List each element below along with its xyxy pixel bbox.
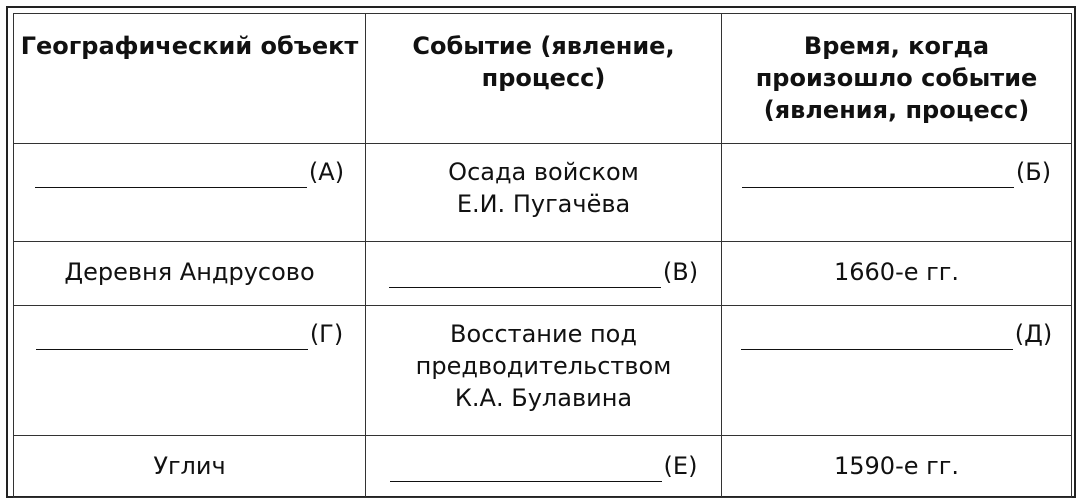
header-event: Событие (явление, процесс) xyxy=(366,14,722,144)
cell-event-v xyxy=(366,242,722,306)
header-time: Время, когда произошло событие (явления, процесс) xyxy=(722,14,1072,144)
table-row xyxy=(14,306,1072,436)
blank-field-a[interactable]: (А) xyxy=(35,156,344,188)
cell-object-g xyxy=(14,306,366,436)
blank-field-b[interactable]: (Б) xyxy=(742,156,1051,188)
cell-object-2: Деревня Андрусово xyxy=(14,242,366,306)
cell-object-4: Углич xyxy=(14,436,366,498)
blank-field-d[interactable]: (Д) xyxy=(741,318,1052,350)
history-table xyxy=(13,13,1072,498)
blank-field-v[interactable]: (В) xyxy=(389,256,698,288)
event-line: предводительством xyxy=(415,352,672,380)
answer-line xyxy=(35,163,307,188)
event-line: Е.И. Пугачёва xyxy=(456,190,631,218)
answer-line xyxy=(389,263,661,288)
cell-time-4: 1590-е гг. xyxy=(722,436,1072,498)
cell-time-b xyxy=(722,144,1072,242)
event-line: Восстание под xyxy=(450,320,637,348)
answer-line xyxy=(742,163,1014,188)
answer-line xyxy=(390,457,662,482)
cell-event-3 xyxy=(366,306,722,436)
table-row xyxy=(14,436,1072,498)
answer-line xyxy=(741,325,1013,350)
table-row xyxy=(14,144,1072,242)
cell-object-a xyxy=(14,144,366,242)
table-frame xyxy=(6,6,1076,498)
cell-time-2: 1660-е гг. xyxy=(722,242,1072,306)
event-line: Осада войском xyxy=(448,158,639,186)
blank-field-e[interactable]: (Е) xyxy=(390,450,698,482)
event-line: К.А. Булавина xyxy=(454,384,633,412)
table-row xyxy=(14,242,1072,306)
blank-field-g[interactable]: (Г) xyxy=(36,318,343,350)
cell-event-e xyxy=(366,436,722,498)
table-header-row xyxy=(14,14,1072,144)
header-geo-object: Географический объект xyxy=(14,14,366,144)
cell-time-d xyxy=(722,306,1072,436)
answer-line xyxy=(36,325,308,350)
cell-event-1 xyxy=(366,144,722,242)
